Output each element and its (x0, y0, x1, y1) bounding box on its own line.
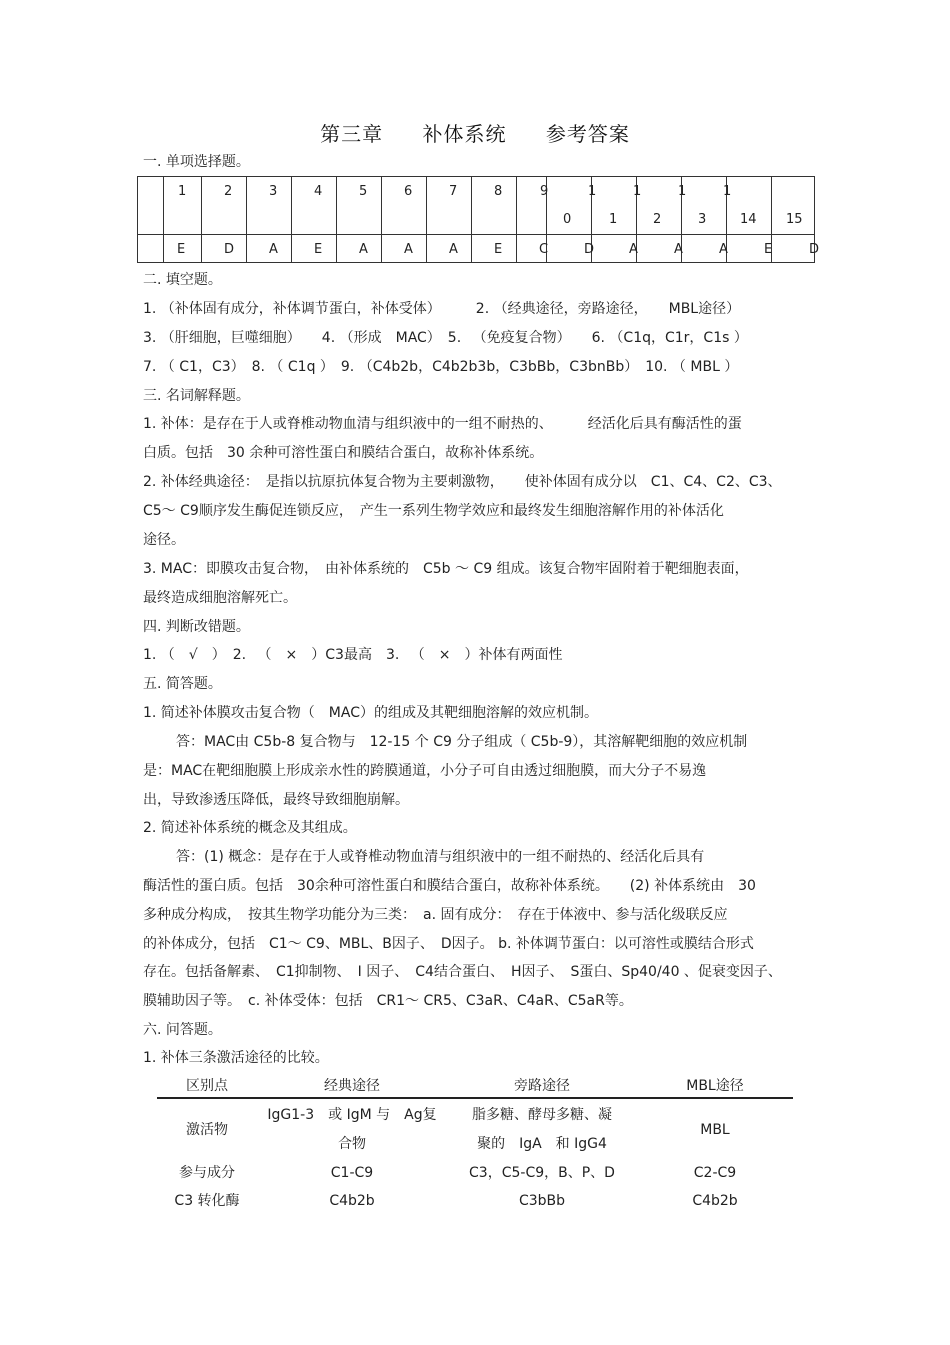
answer-letter: A (719, 242, 728, 257)
question-number: 14 (740, 212, 757, 227)
short-question-1: 1. 简述补体膜攻击复合物（ MAC）的组成及其靶细胞溶解的效应机制。 (143, 705, 598, 721)
table-divider (471, 177, 472, 262)
table-cell: C4b2b (329, 1193, 375, 1209)
answer-letter: A (269, 242, 278, 257)
judgement-answer-line: 1. （ √ ） 2. （ × ）C3最高 3. （ × ）补体有两面性 (143, 647, 563, 663)
section-4-heading: 四. 判断改错题。 (143, 619, 250, 635)
table-cell: IgG1-3 或 IgM 与 Ag复 (267, 1107, 437, 1123)
short-answer-line: 膜辅助因子等。 c. 补体受体：包括 CR1～ CR5、C3aR、C4aR、C5aR等。 (143, 993, 633, 1009)
answer-letter: A (404, 242, 413, 257)
question-number: 5 (359, 184, 368, 199)
answer-letter: A (629, 242, 638, 257)
table-cell: C3，C5-C9，B、P、D (469, 1165, 615, 1181)
answer-letter: D (224, 242, 235, 257)
definition-line: 3. MAC：即膜攻击复合物， 由补体系统的 C5b ～ C9 组成。该复合物牢固附着于靶细胞表面， (143, 561, 749, 577)
fill-answer-line: 3. （肝细胞，巨噬细胞） 4. （形成 MAC） 5. （免疫复合物） 6. （C1q，C1r，C1s ） (143, 330, 748, 346)
short-answer-line: 酶活性的蛋白质。包括 30余种可溶性蛋白和膜结合蛋白，故称补体系统。 (2) 补体系统由 30 (143, 878, 756, 894)
definition-line: 途径。 (143, 532, 185, 548)
table-divider (201, 177, 202, 262)
answer-letter: A (359, 242, 368, 257)
question-number: 1 (633, 184, 642, 199)
question-number: 1 (723, 184, 732, 199)
section-1-heading: 一. 单项选择题。 (143, 154, 250, 170)
section-3-heading: 三. 名词解释题。 (143, 388, 250, 404)
definition-line: 1. 补体：是存在于人或脊椎动物血清与组织液中的一组不耐热的、 经活化后具有酶活性的蛋 (143, 416, 742, 432)
answer-letter: D (809, 242, 820, 257)
answer-letter: E (314, 242, 323, 257)
short-answer-line: 是：MAC在靶细胞膜上形成亲水性的跨膜通道，小分子可自由透过细胞膜，而大分子不易逸 (143, 763, 707, 779)
answer-letter: C (539, 242, 549, 257)
table-cell: C1-C9 (330, 1165, 374, 1181)
short-answer-line: 多种成分构成， 按其生物学功能分为三类： a. 固有成分： 存在于体液中、参与活化级联反应 (143, 907, 728, 923)
question-number-digit: 1 (609, 212, 618, 227)
short-answer-line: 存在。包括备解素、 C1抑制物、 I 因子、 C4结合蛋白、 H因子、 S蛋白、Sp40/40 、促衰变因子、 (143, 964, 782, 980)
table-cell: C3bBb (518, 1193, 566, 1209)
table-divider (426, 177, 427, 262)
table-cell: C3 转化酶 (174, 1193, 240, 1209)
answer-table (137, 176, 820, 263)
definition-line: 2. 补体经典途径： 是指以抗原抗体复合物为主要刺激物， 使补体固有成分以 C1、C4、C2、C3、 (143, 474, 782, 490)
table-divider (291, 177, 292, 262)
table-cell: 脂多糖、酵母多糖、凝 (472, 1107, 612, 1123)
table-cell: 合物 (338, 1136, 366, 1152)
question-number-digit: 0 (563, 212, 572, 227)
question-number: 1 (178, 184, 187, 199)
question-number: 1 (678, 184, 687, 199)
table-header: MBL途径 (686, 1078, 744, 1094)
fill-answer-line: 1. （补体固有成分，补体调节蛋白，补体受体） 2. （经典途径，旁路途径， MBL途径） (143, 301, 741, 317)
question-number: 2 (224, 184, 233, 199)
short-answer-line: 答：MAC由 C5b-8 复合物与 12-15 个 C9 分子组成（ C5b-9），其溶解靶细胞的效应机制 (176, 734, 748, 750)
question-number: 7 (449, 184, 458, 199)
table-divider (336, 177, 337, 262)
answer-letter: A (449, 242, 458, 257)
table-divider (138, 234, 814, 235)
title-topic: 补体系统 (422, 122, 507, 146)
table-divider (246, 177, 247, 262)
table-rule (157, 1097, 793, 1099)
short-question-2: 2. 简述补体系统的概念及其组成。 (143, 820, 357, 836)
answer-letter: E (177, 242, 186, 257)
table-header: 旁路途径 (514, 1078, 570, 1094)
question-number: 1 (588, 184, 597, 199)
title-chapter: 第三章 (320, 122, 384, 146)
table-divider (381, 177, 382, 262)
short-answer-line: 出，导致渗透压降低，最终导致细胞崩解。 (143, 792, 409, 808)
section-2-heading: 二. 填空题。 (143, 272, 222, 288)
title-answers: 参考答案 (545, 122, 630, 146)
question-number-digit: 2 (653, 212, 662, 227)
answer-letter: A (674, 242, 683, 257)
question-number: 15 (786, 212, 803, 227)
answer-letter: E (764, 242, 773, 257)
table-divider (516, 177, 517, 262)
definition-line: 最终造成细胞溶解死亡。 (143, 590, 297, 606)
short-answer-line: 答：(1) 概念：是存在于人或脊椎动物血清与组织液中的一组不耐热的、经活化后具有 (176, 849, 705, 865)
question-number: 3 (269, 184, 278, 199)
table-cell: 激活物 (186, 1122, 228, 1138)
page-title (0, 118, 950, 147)
table-header: 区别点 (186, 1078, 228, 1094)
table-cell: C2-C9 (693, 1165, 737, 1181)
fill-answer-line: 7. （ C1，C3） 8. （ C1q ） 9. （C4b2b，C4b2b3b，C3bBb，C3bnBb） 10. （ MBL ） (143, 359, 739, 375)
question-number-digit: 3 (698, 212, 707, 227)
question-number: 9 (540, 184, 549, 199)
definition-line: 白质。包括 30 余种可溶性蛋白和膜结合蛋白，故称补体系统。 (143, 445, 544, 461)
section-6-heading: 六. 问答题。 (143, 1022, 222, 1038)
question-number: 6 (404, 184, 413, 199)
question-number: 8 (494, 184, 503, 199)
section-5-heading: 五. 简答题。 (143, 676, 222, 692)
essay-question-1: 1. 补体三条激活途径的比较。 (143, 1050, 329, 1066)
answer-letter: E (494, 242, 503, 257)
table-header: 经典途径 (324, 1078, 380, 1094)
table-cell: MBL (700, 1122, 730, 1138)
short-answer-line: 的补体成分，包括 C1～ C9、MBL、B因子、 D因子。 b. 补体调节蛋白：以可溶性或膜结合形式 (143, 936, 754, 952)
table-divider (163, 177, 164, 262)
answer-letter: D (584, 242, 595, 257)
table-cell: C4b2b (692, 1193, 738, 1209)
table-cell: 参与成分 (179, 1165, 235, 1181)
question-number: 4 (314, 184, 323, 199)
definition-line: C5～ C9顺序发生酶促连锁反应， 产生一系列生物学效应和最终发生细胞溶解作用的补体活化 (143, 503, 724, 519)
table-cell: 聚的 IgA 和 IgG4 (477, 1136, 607, 1152)
